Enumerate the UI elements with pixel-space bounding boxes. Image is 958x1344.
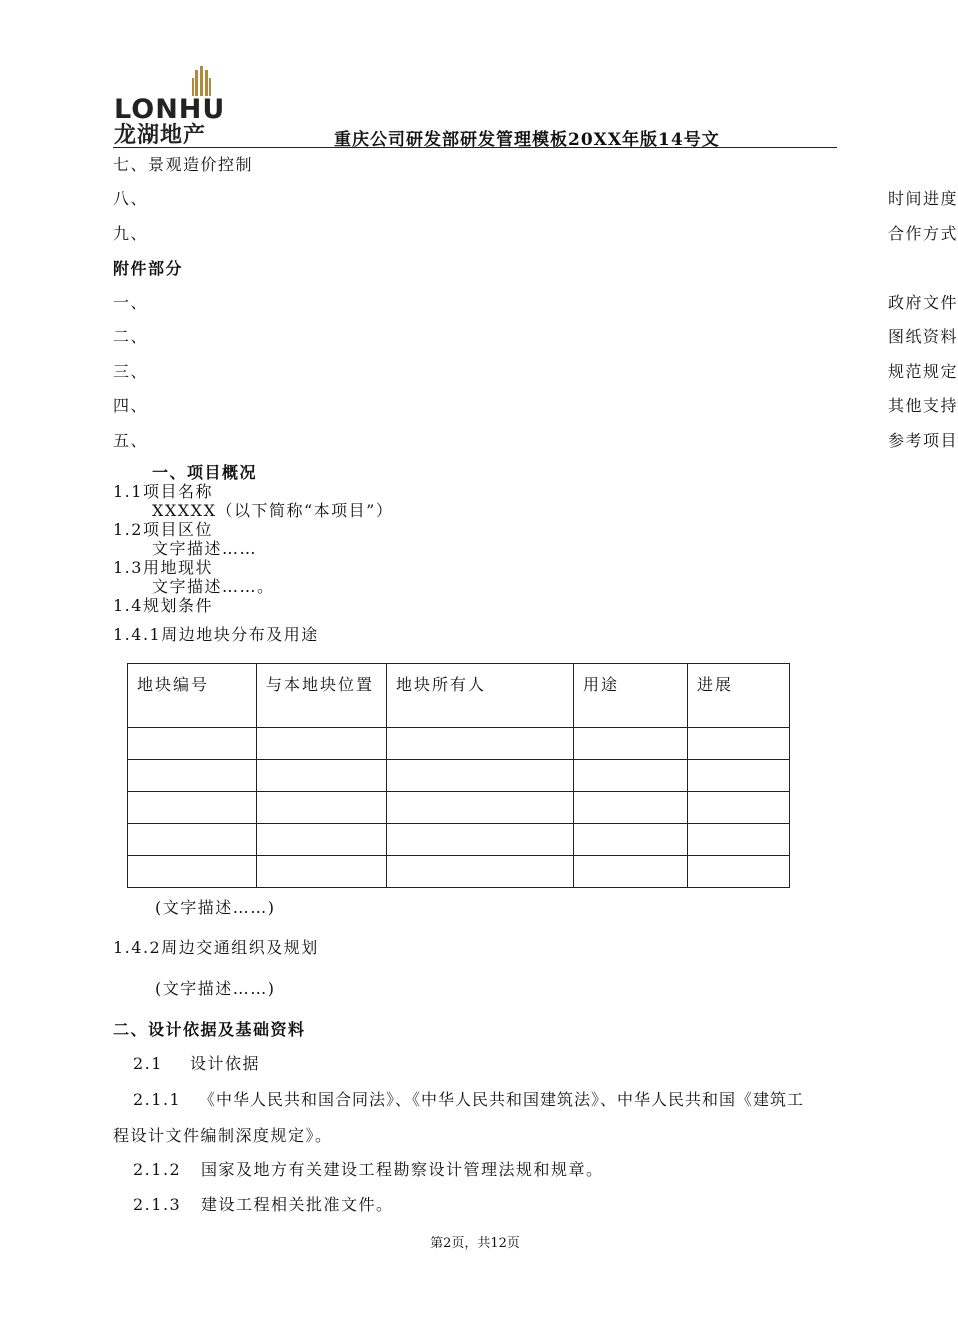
table-cell [387, 728, 574, 760]
toc-item-7: 七、景观造价控制 [113, 155, 254, 174]
table-cell [574, 824, 688, 856]
appendix-item-1-num: 一、 [113, 293, 149, 312]
appendix-item-4-num: 四、 [113, 396, 149, 415]
table-cell [257, 792, 387, 824]
table-row [128, 824, 790, 856]
table-cell [128, 824, 257, 856]
table-header-cell: 进展 [688, 664, 790, 728]
header-title: 重庆公司研发部研发管理模板20XX年版14号文 [334, 130, 720, 150]
table-cell [128, 856, 257, 888]
appendix-item-2-num: 二、 [113, 327, 149, 346]
table-cell [574, 728, 688, 760]
table-cell [387, 856, 574, 888]
s2-1-1-text-cont: 程设计文件编制深度规定》。 [113, 1126, 333, 1145]
table-cell [257, 856, 387, 888]
table-cell [387, 792, 574, 824]
toc-item-9-title: 合作方式 [888, 224, 958, 243]
section-1-heading: 一、项目概况 [152, 463, 258, 482]
table-note: (文字描述……) [155, 898, 276, 917]
s1-2-heading: 1.2项目区位 [113, 520, 213, 539]
s1-4-2-heading: 1.4.2周边交通组织及规划 [113, 938, 319, 957]
table-cell [688, 824, 790, 856]
table-header-cell: 用途 [574, 664, 688, 728]
table-cell [688, 728, 790, 760]
appendix-item-5-title: 参考项目 [888, 431, 958, 450]
table-cell [688, 856, 790, 888]
table-cell [574, 792, 688, 824]
table-row [128, 792, 790, 824]
appendix-item-1-title: 政府文件 [888, 293, 958, 312]
logo-text: LONHU [114, 94, 226, 125]
appendix-item-3-title: 规范规定 [888, 362, 958, 381]
table-header-cell: 地块编号 [128, 664, 257, 728]
toc-item-8-title: 时间进度 [888, 189, 958, 208]
table-row [128, 856, 790, 888]
s2-1-3-text: 建设工程相关批准文件。 [201, 1195, 394, 1214]
s2-1-1-num: 2.1.1 [133, 1090, 182, 1109]
s1-3-heading: 1.3用地现状 [113, 558, 213, 577]
table-cell [574, 760, 688, 792]
logo-cn-text: 龙湖地产 [114, 123, 207, 148]
s1-3-text: 文字描述……。 [152, 577, 275, 596]
s2-1-2-num: 2.1.2 [133, 1160, 182, 1179]
table-cell [688, 792, 790, 824]
table-cell [688, 760, 790, 792]
appendix-item-4-title: 其他支持 [888, 396, 958, 415]
s1-2-text: 文字描述…… [152, 539, 258, 558]
table-cell [574, 856, 688, 888]
s1-1-heading: 1.1项目名称 [113, 482, 213, 501]
table-cell [128, 792, 257, 824]
s1-4-heading: 1.4规划条件 [113, 596, 213, 615]
s2-1-2-text: 国家及地方有关建设工程勘察设计管理法规和规章。 [201, 1160, 604, 1179]
s1-1-text: XXXXX（以下简称“本项目”） [152, 501, 394, 520]
table-header-row [128, 664, 790, 728]
company-logo [113, 66, 245, 146]
table-cell [257, 728, 387, 760]
s1-4-1-heading: 1.4.1周边地块分布及用途 [113, 625, 319, 644]
toc-item-8-num: 八、 [113, 189, 149, 208]
table-cell [387, 760, 574, 792]
appendix-item-2-title: 图纸资料 [888, 327, 958, 346]
table-cell [128, 760, 257, 792]
table-header-cell: 地块所有人 [387, 664, 574, 728]
appendix-item-5-num: 五、 [113, 431, 149, 450]
header-divider [113, 147, 837, 148]
s2-1-num: 2.1 [133, 1054, 163, 1073]
s2-1-1-text: 《中华人民共和国合同法》、《中华人民共和国建筑法》、中华人民共和国《建筑工 [199, 1090, 805, 1109]
section-2-heading: 二、设计依据及基础资料 [113, 1020, 306, 1039]
table-cell [128, 728, 257, 760]
appendix-heading: 附件部分 [113, 259, 184, 278]
table-header-cell: 与本地块位置 [257, 664, 387, 728]
table-row [128, 760, 790, 792]
table-cell [387, 824, 574, 856]
page-number: 第2页，共12页 [430, 1236, 520, 1251]
logo-graphic [113, 66, 245, 146]
toc-item-9-num: 九、 [113, 224, 149, 243]
table-row [128, 728, 790, 760]
s2-1-title: 设计依据 [190, 1054, 261, 1073]
table-cell [257, 824, 387, 856]
s1-4-2-text: (文字描述……) [155, 979, 276, 998]
appendix-item-3-num: 三、 [113, 362, 149, 381]
table-cell [257, 760, 387, 792]
s2-1-3-num: 2.1.3 [133, 1195, 182, 1214]
parcel-table [127, 663, 790, 888]
